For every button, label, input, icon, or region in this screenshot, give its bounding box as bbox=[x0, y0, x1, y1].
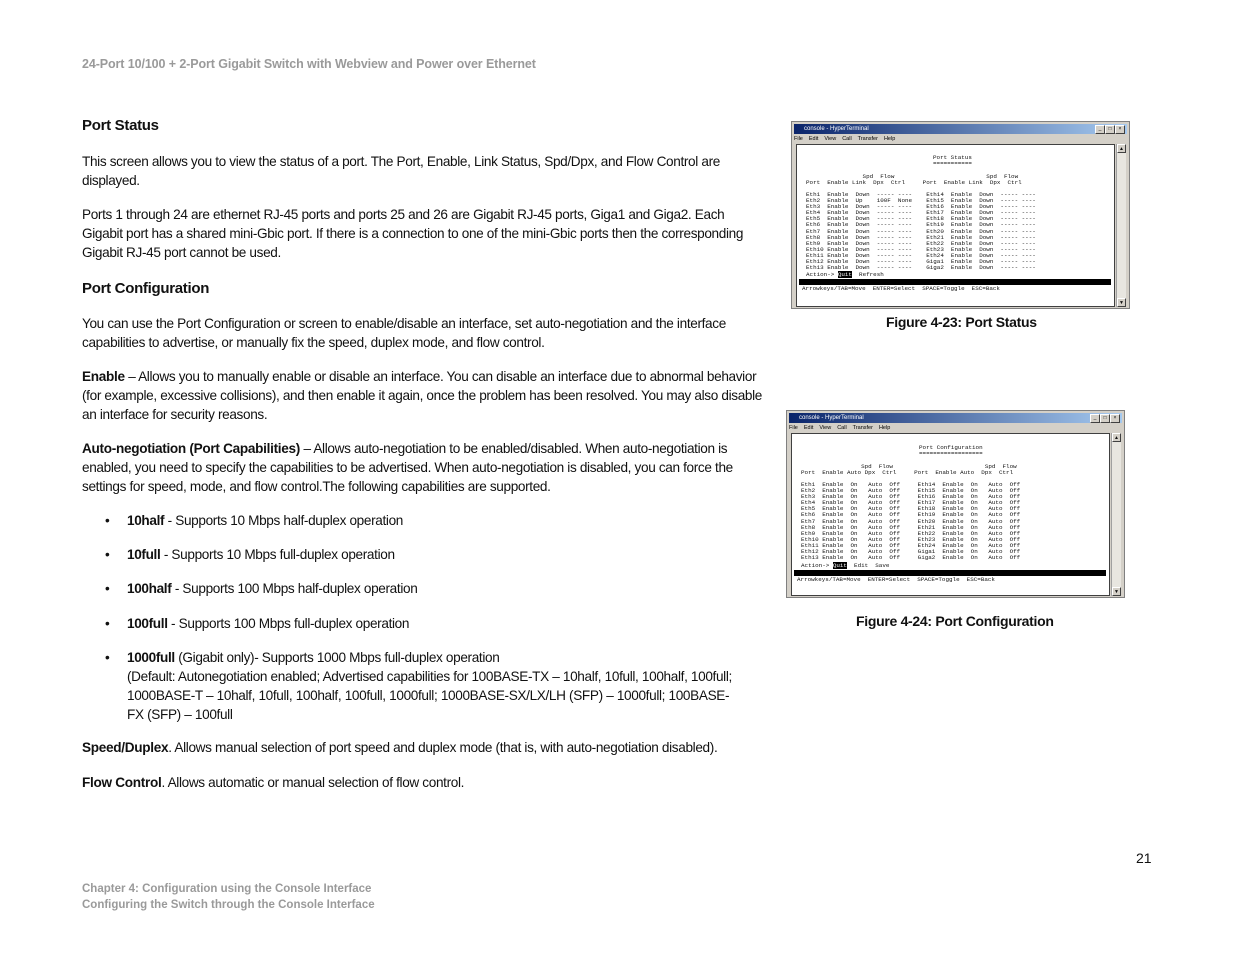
list-item: • 100full - Supports 100 Mbps full-duplex operation bbox=[105, 616, 410, 631]
capability-term: 100half bbox=[127, 581, 172, 596]
table-row: Eth1 Enable Down ----- ---- Eth14 Enable Down ----- ---- bbox=[806, 191, 1036, 198]
capability-term: 100full bbox=[127, 616, 168, 631]
scroll-down-icon: ▼ bbox=[1117, 298, 1126, 307]
scroll-up-icon: ▲ bbox=[1112, 433, 1121, 442]
footer-section: Configuring the Switch through the Console Interface bbox=[82, 899, 375, 911]
menu-item: Edit bbox=[808, 136, 819, 142]
maximize-icon: □ bbox=[1105, 125, 1115, 134]
speed-duplex-term: Speed/Duplex bbox=[82, 740, 169, 755]
flow-control-term: Flow Control bbox=[82, 775, 162, 790]
capability-term: 10half bbox=[127, 513, 165, 528]
menu-item: Transfer bbox=[857, 136, 878, 142]
minimize-icon: _ bbox=[1095, 125, 1105, 134]
table-row: Eth4 Enable On Auto Off Eth17 Enable On Auto Off bbox=[801, 499, 1021, 507]
capability-term: 1000full bbox=[127, 650, 175, 665]
table-row: Eth7 Enable Down ----- ---- Eth20 Enable Down ----- ---- bbox=[806, 227, 1036, 235]
capability-text: - Supports 10 Mbps full-duplex operation bbox=[160, 547, 395, 562]
section-heading-port-status: Port Status bbox=[82, 117, 159, 134]
capability-text: (Gigabit only)- Supports 1000 Mbps full-duplex operation bbox=[174, 650, 500, 665]
terminal-action-line bbox=[801, 563, 889, 569]
action-prefix: Action-> bbox=[801, 562, 833, 569]
autoneg-definition bbox=[82, 439, 762, 496]
table-row: Eth6 Enable Down ----- ---- Eth19 Enable Down ----- ---- bbox=[806, 221, 1036, 229]
table-row: Eth8 Enable Down ----- ---- Eth21 Enable Down ----- ---- bbox=[806, 233, 1036, 241]
port-config-paragraph-1: You can use the Port Configuration or screen to enable/disable an interface, set auto-negotiation and the interface capabilities to advertise, or manually fix the speed, duplex mode, and flow control. bbox=[82, 316, 726, 350]
window-menubar bbox=[794, 135, 901, 144]
table-row: Eth10 Enable On Auto Off Eth23 Enable On Auto Off bbox=[801, 535, 1021, 543]
scroll-up-icon: ▲ bbox=[1117, 144, 1126, 153]
table-row: Eth12 Enable On Auto Off Giga1 Enable On Auto Off bbox=[801, 548, 1021, 556]
capability-term: 10full bbox=[127, 547, 161, 562]
autoneg-text: – Allows auto-negotiation to be enabled/disabled. When auto-negotiation is enabled, you need to specify the capabilities to be advertised. When auto-negotiation is disabled, you can force the settings for speed, mode, and flow control.The following capabilities are supported. bbox=[82, 441, 733, 494]
figure-caption-port-configuration: Figure 4-24: Port Configuration bbox=[856, 613, 1054, 629]
menu-item: File bbox=[794, 136, 803, 142]
close-icon: × bbox=[1110, 414, 1120, 423]
table-row: Eth9 Enable On Auto Off Eth22 Enable On Auto Off bbox=[801, 529, 1021, 537]
terminal-screen-title: Port Configuration bbox=[919, 444, 983, 451]
port-status-paragraph-1: This screen allows you to view the status of a port. The Port, Enable, Link Status, Spd/Dpx, and Flow Control are displayed. bbox=[82, 154, 720, 188]
page-number: 21 bbox=[1136, 850, 1152, 866]
capability-text: - Supports 100 Mbps full-duplex operation bbox=[167, 616, 410, 631]
table-row: Eth3 Enable On Auto Off Eth16 Enable On Auto Off bbox=[801, 493, 1021, 501]
table-row: Eth7 Enable On Auto Off Eth20 Enable On Auto Off bbox=[801, 517, 1021, 525]
list-item: • 10half - Supports 10 Mbps half-duplex operation bbox=[105, 513, 403, 528]
capability-text: - Supports 10 Mbps half-duplex operation bbox=[164, 513, 403, 528]
port-configuration-screenshot bbox=[786, 410, 1125, 598]
flow-control-definition bbox=[82, 773, 762, 792]
window-titlebar bbox=[789, 413, 1122, 423]
menu-item: Help bbox=[878, 425, 891, 431]
terminal-rows bbox=[806, 192, 1036, 271]
table-row: Eth11 Enable On Auto Off Eth24 Enable On Auto Off bbox=[801, 541, 1021, 549]
table-row: Eth3 Enable Down ----- ---- Eth16 Enable Down ----- ---- bbox=[806, 203, 1036, 211]
running-footer bbox=[82, 881, 375, 913]
window-menubar bbox=[789, 424, 896, 433]
section-heading-port-configuration: Port Configuration bbox=[82, 280, 210, 297]
flow-control-text: . Allows automatic or manual selection of flow control. bbox=[161, 775, 465, 790]
table-row: Eth6 Enable On Auto Off Eth19 Enable On Auto Off bbox=[801, 511, 1021, 519]
menu-item: View bbox=[819, 425, 832, 431]
enable-term: Enable bbox=[82, 369, 125, 384]
menu-item: File bbox=[789, 425, 798, 431]
terminal-header-line-1: Spd Flow Spd Flow bbox=[806, 173, 1019, 180]
table-row: Eth4 Enable Down ----- ---- Eth17 Enable Down ----- ---- bbox=[806, 209, 1036, 217]
table-row: Eth12 Enable Down ----- ---- Giga1 Enable Down ----- ---- bbox=[806, 258, 1036, 266]
window-title: console - HyperTerminal bbox=[799, 415, 864, 421]
terminal-header-line-1: Spd Flow Spd Flow bbox=[801, 463, 1017, 470]
scroll-down-icon: ▼ bbox=[1112, 587, 1121, 596]
table-row: Eth10 Enable Down ----- ---- Eth23 Enable Down ----- ---- bbox=[806, 245, 1036, 253]
terminal-rows bbox=[801, 482, 1020, 561]
table-row: Eth8 Enable On Auto Off Eth21 Enable On Auto Off bbox=[801, 523, 1021, 531]
menu-item: Call bbox=[837, 425, 847, 431]
list-item: • 1000full (Gigabit only)- Supports 1000 Mbps full-duplex operation bbox=[105, 650, 500, 665]
table-row: Eth2 Enable Up 100F None Eth15 Enable Down ----- ---- bbox=[806, 197, 1036, 205]
terminal-screen bbox=[796, 144, 1115, 307]
list-item: • 100half - Supports 100 Mbps half-duplex operation bbox=[105, 581, 418, 596]
speed-duplex-text: . Allows manual selection of port speed and duplex mode (that is, with auto-negotiation disabled). bbox=[168, 740, 718, 755]
figure-caption-port-status: Figure 4-23: Port Status bbox=[886, 314, 1037, 330]
action-prefix: Action-> bbox=[806, 271, 838, 278]
action-selected: Quit bbox=[832, 562, 847, 569]
terminal-title-underline: =========== bbox=[933, 160, 972, 167]
window-titlebar bbox=[794, 124, 1127, 134]
capability-text: - Supports 100 Mbps half-duplex operation bbox=[171, 581, 418, 596]
autoneg-term: Auto-negotiation (Port Capabilities) bbox=[82, 441, 301, 456]
menu-item: Call bbox=[842, 136, 852, 142]
action-selected: Quit bbox=[837, 271, 852, 278]
terminal-action-line bbox=[806, 272, 884, 278]
running-header: 24-Port 10/100 + 2-Port Gigabit Switch with Webview and Power over Ethernet bbox=[82, 57, 536, 71]
table-row: Eth13 Enable On Auto Off Giga2 Enable On Auto Off bbox=[801, 554, 1021, 562]
maximize-icon: □ bbox=[1100, 414, 1110, 423]
speed-duplex-definition bbox=[82, 738, 782, 757]
table-row: Eth9 Enable Down ----- ---- Eth22 Enable Down ----- ---- bbox=[806, 239, 1036, 247]
terminal-header-line-2: Port Enable Auto Dpx Ctrl Port Enable Auto Dpx Ctrl bbox=[801, 469, 1014, 476]
table-row: Eth5 Enable On Auto Off Eth18 Enable On Auto Off bbox=[801, 505, 1021, 513]
terminal-help-line: Arrowkeys/TAB=Move ENTER=Select SPACE=Toggle ESC=Back bbox=[802, 285, 1000, 292]
table-row: Eth5 Enable Down ----- ---- Eth18 Enable Down ----- ---- bbox=[806, 215, 1036, 223]
terminal-screen bbox=[791, 433, 1110, 596]
terminal-title-underline: ================== bbox=[919, 450, 983, 457]
footer-chapter: Chapter 4: Configuration using the Console Interface bbox=[82, 883, 372, 895]
table-row: Eth2 Enable On Auto Off Eth15 Enable On Auto Off bbox=[801, 487, 1021, 495]
enable-definition bbox=[82, 367, 762, 424]
window-title: console - HyperTerminal bbox=[804, 126, 869, 132]
menu-item: Edit bbox=[803, 425, 814, 431]
terminal-scrollbar bbox=[1111, 433, 1121, 596]
default-capabilities-note: (Default: Autonegotiation enabled; Advertised capabilities for 100BASE-TX – 10half, 10full, 100half, 100full; 1000BASE-T – 10half, 10full, 100half, 100full, 1000full; 1000BASE-SX/LX/LH (SFP) – 1000full; 100BASE-FX (SFP) – 100full bbox=[127, 669, 732, 722]
action-options: Edit Save bbox=[846, 562, 890, 569]
table-row: Eth1 Enable On Auto Off Eth14 Enable On Auto Off bbox=[801, 481, 1021, 488]
table-row: Eth11 Enable Down ----- ---- Eth24 Enable Down ----- ---- bbox=[806, 251, 1036, 259]
terminal-header-line-2: Port Enable Link Dpx Ctrl Port Enable Link Dpx Ctrl bbox=[806, 179, 1022, 186]
close-icon: × bbox=[1115, 125, 1125, 134]
menu-item: Help bbox=[883, 136, 896, 142]
action-options: Refresh bbox=[851, 271, 884, 278]
terminal-scrollbar bbox=[1116, 144, 1126, 307]
enable-text: – Allows you to manually enable or disable an interface. You can disable an interface due to abnormal behavior (for example, excessive collisions), and then enable it again, once the problem has been resolved. You may also disable an interface for security reasons. bbox=[82, 369, 763, 422]
port-status-screenshot bbox=[791, 121, 1130, 309]
terminal-help-line: Arrowkeys/TAB=Move ENTER=Select SPACE=Toggle ESC=Back bbox=[797, 576, 995, 583]
minimize-icon: _ bbox=[1090, 414, 1100, 423]
terminal-screen-title: Port Status bbox=[933, 154, 972, 161]
table-row: Eth13 Enable Down ----- ---- Giga2 Enable Down ----- ---- bbox=[806, 264, 1036, 272]
menu-item: View bbox=[824, 136, 837, 142]
menu-item: Transfer bbox=[852, 425, 873, 431]
list-item: • 10full - Supports 10 Mbps full-duplex operation bbox=[105, 547, 395, 562]
port-status-paragraph-2: Ports 1 through 24 are ethernet RJ-45 ports and ports 25 and 26 are Gigabit RJ-45 ports, Giga1 and Giga2. Each Gigabit port has a shared mini-Gbic port. If there is a connection to one of the mini-Gbic ports then the corresponding Gigabit RJ-45 port cannot be used. bbox=[82, 207, 744, 260]
